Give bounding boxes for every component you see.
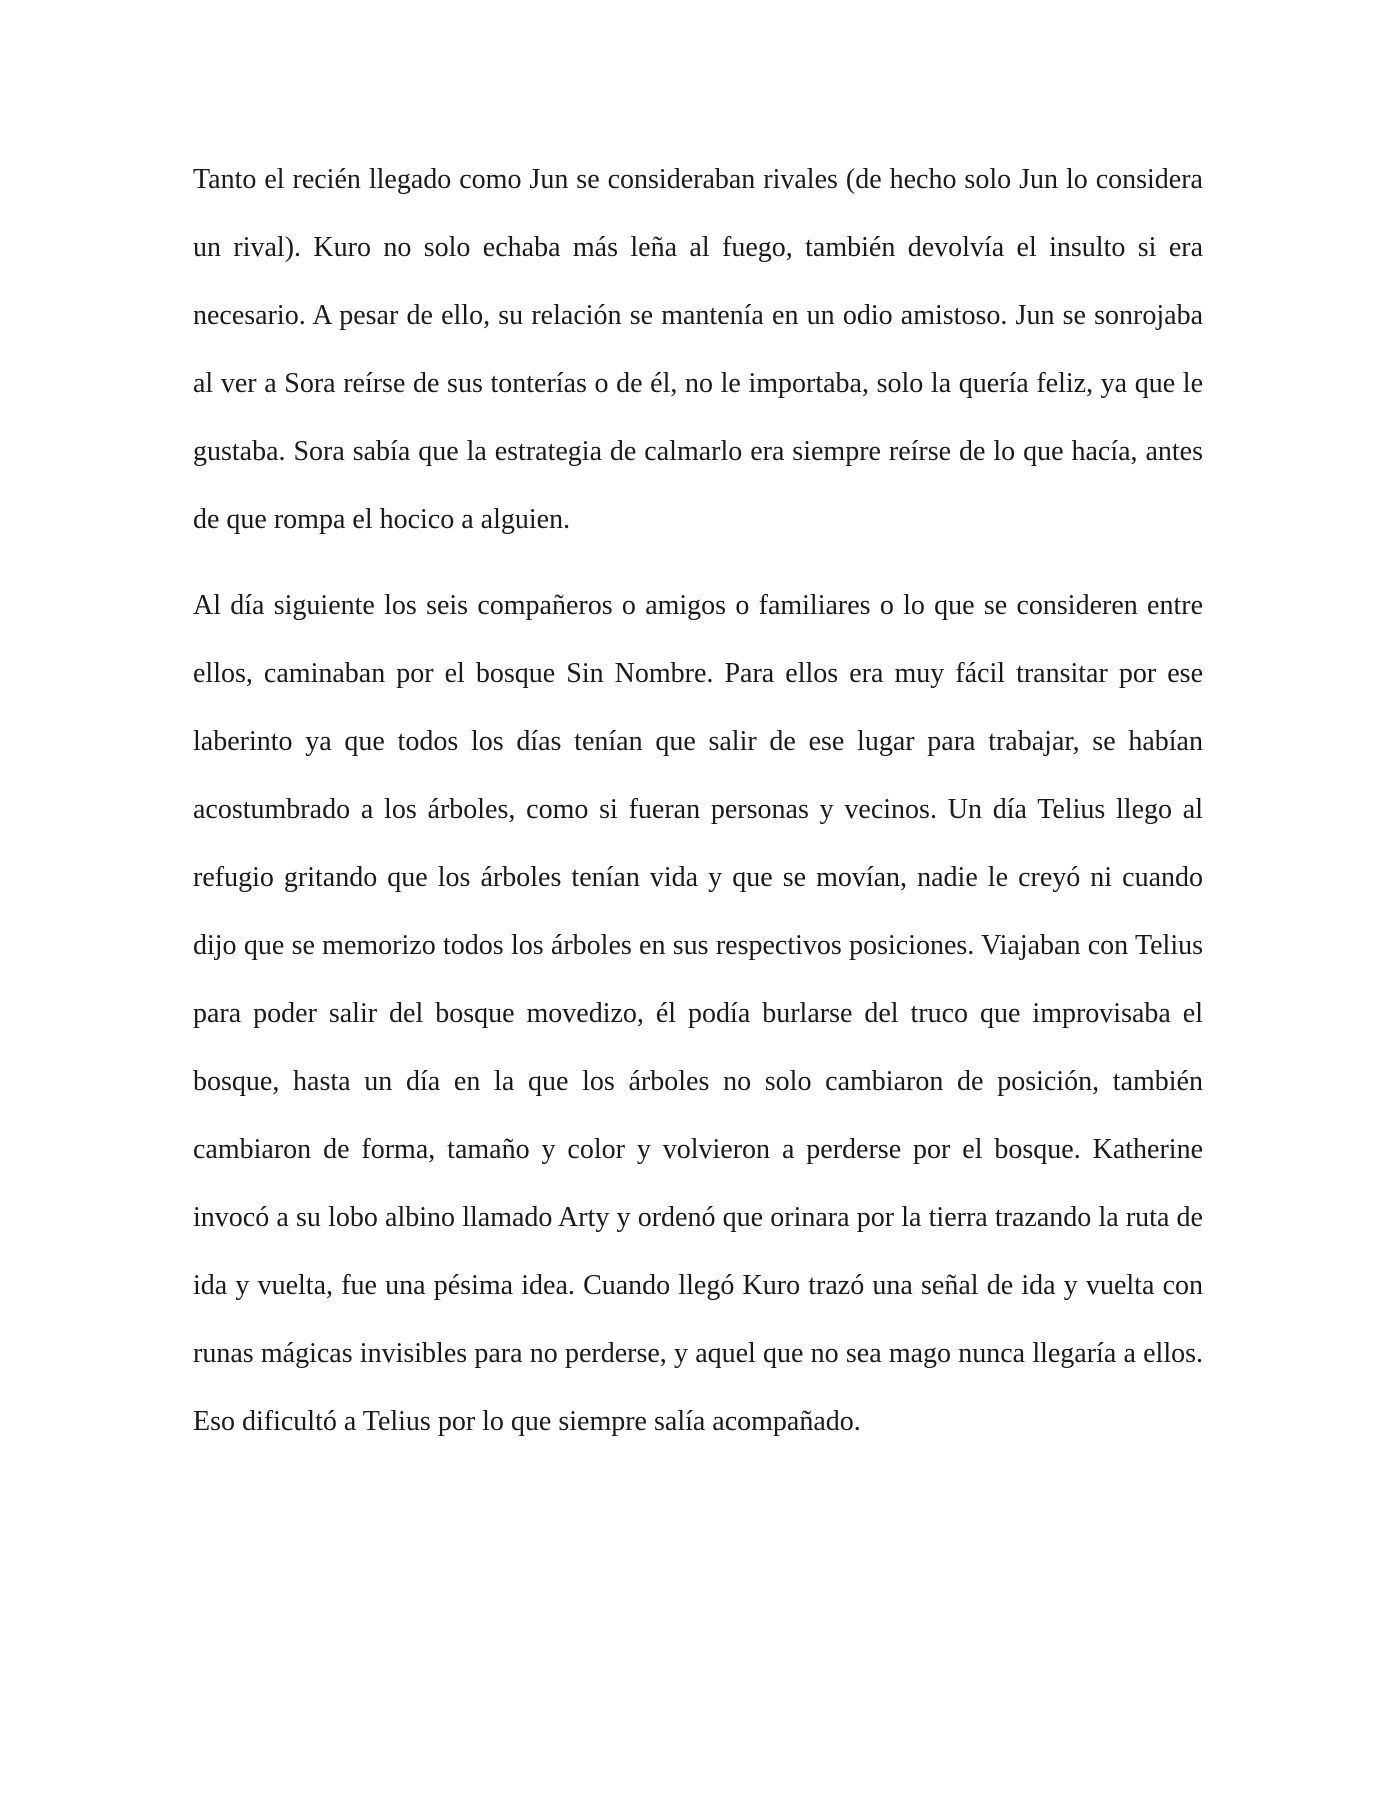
body-text bbox=[193, 146, 1203, 1474]
paragraph-1: Tanto el recién llegado como Jun se consideraban rivales (de hecho solo Jun lo considera un rival). Kuro no solo echaba más leña al fuego, también devolvía el insulto si era necesario. A pesar de ello, su relación se mantenía en un odio amistoso. Jun se sonrojaba al ver a Sora reírse de sus tonterías o de él, no le importaba, solo la quería feliz, ya que le gustaba. Sora sabía que la estrategia de calmarlo era siempre reírse de lo que hacía, antes de que rompa el hocico a alguien. bbox=[193, 164, 1203, 535]
paragraph-2: Al día siguiente los seis compañeros o amigos o familiares o lo que se consideren entre ellos, caminaban por el bosque Sin Nombre. Para ellos era muy fácil transitar por ese laberinto ya que todos los días tenían que salir de ese lugar para trabajar, se habían acostumbrado a los árboles, como si fueran personas y vecinos. Un día Telius llego al refugio gritando que los árboles tenían vida y que se movían, nadie le creyó ni cuando dijo que se memorizo todos los árboles en sus respectivos posiciones. Viajaban con Telius para poder salir del bosque movedizo, él podía burlarse del truco que improvisaba el bosque, hasta un día en la que los árboles no solo cambiaron de posición, también cambiaron de forma, tamaño y color y volvieron a perderse por el bosque. Katherine invocó a su lobo albino llamado Arty y ordenó que orinara por la tierra trazando la ruta de ida y vuelta, fue una pésima idea. Cuando llegó Kuro trazó una señal de ida y vuelta con runas mágicas invisibles para no perderse, y aquel que no sea mago nunca llegaría a ellos. Eso dificultó a Telius por lo que siempre salía acompañado. bbox=[193, 590, 1203, 1437]
